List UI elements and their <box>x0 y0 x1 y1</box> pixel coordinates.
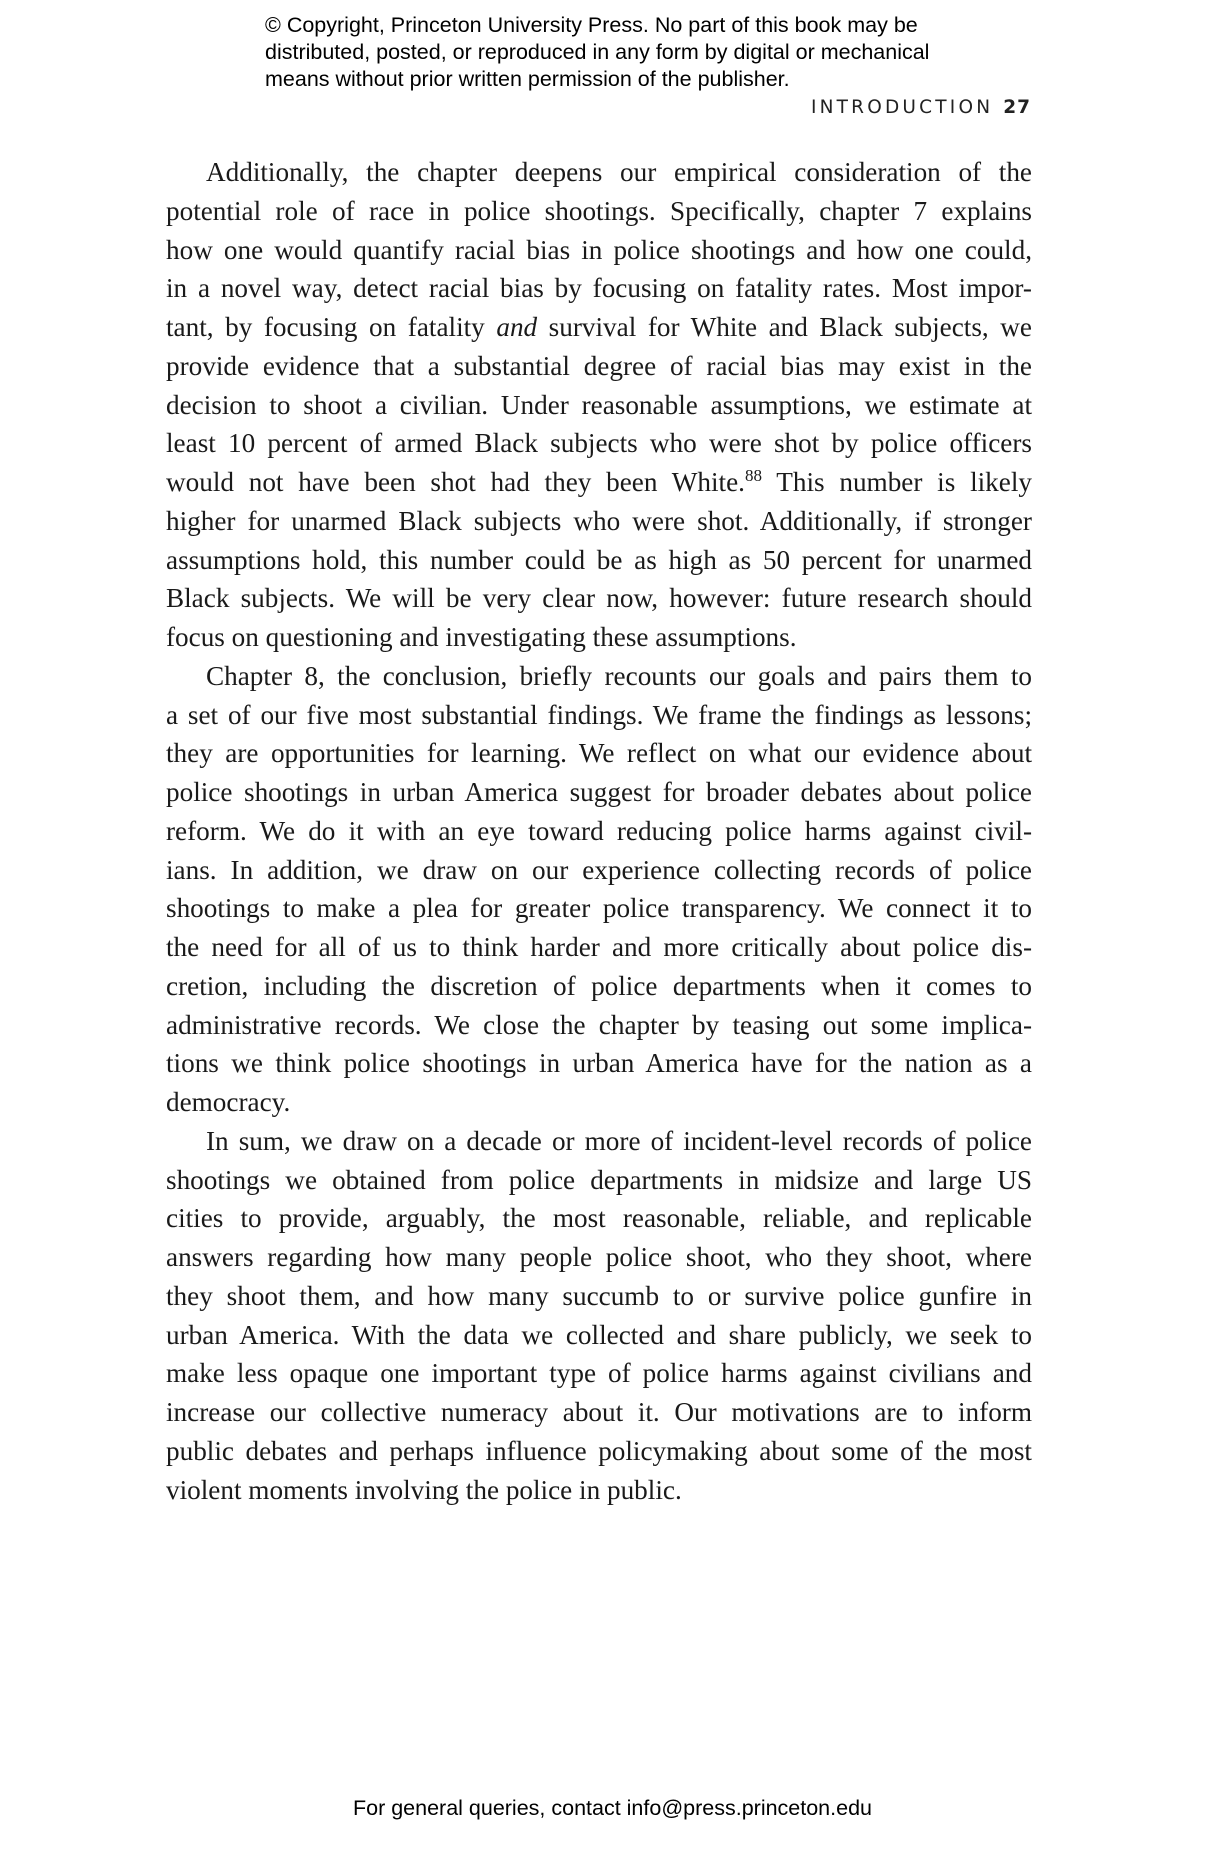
copyright-line: means without prior written permission of the publisher. <box>265 67 790 91</box>
text-line: police shootings in urban America suggest for broader debates about police <box>166 777 1032 807</box>
text-line: they shoot them, and how many succumb to or survive police gunfire in <box>166 1280 1032 1311</box>
running-head-section: INTRODUCTION <box>810 97 994 118</box>
footnote-reference: 88 <box>744 466 762 485</box>
running-head <box>811 97 1031 118</box>
text-line <box>166 463 1032 502</box>
text-line: increase our collective numeracy about it. Our motivations are to inform <box>166 1397 1032 1427</box>
paragraph <box>166 657 1032 1122</box>
text-line: cities to provide, arguably, the most reasonable, reliable, and replicable <box>166 1203 1032 1234</box>
text-line: shootings we obtained from police departments in midsize and large US <box>166 1164 1032 1195</box>
text-line <box>166 308 1032 347</box>
text-line: Black subjects. We will be very clear now, however: future research should <box>166 583 1032 614</box>
text-line: urban America. With the data we collected and share publicly, we seek to <box>166 1319 1032 1350</box>
text-line: administrative records. We close the chapter by teasing out some implica- <box>166 1009 1032 1040</box>
text-line: in a novel way, detect racial bias by focusing on fatality rates. Most impor- <box>166 273 1032 304</box>
paragraph <box>166 153 1032 657</box>
text-line: In sum, we draw on a decade or more of incident-level records of police <box>206 1125 1032 1156</box>
text-segment: would not have been shot had they been White. <box>166 467 745 497</box>
text-line: least 10 percent of armed Black subjects who were shot by police officers <box>166 428 1032 459</box>
text-line: democracy. <box>166 1087 291 1117</box>
text-line: shootings to make a plea for greater police transparency. We connect it to <box>166 893 1032 924</box>
text-line: Additionally, the chapter deepens our empirical consideration of the <box>206 157 1032 187</box>
text-line: provide evidence that a substantial degree of racial bias may exist in the <box>166 350 1032 381</box>
text-line: a set of our five most substantial findings. We frame the findings as lessons; <box>166 699 1032 730</box>
paragraph <box>166 1122 1032 1510</box>
emphasis-text: and <box>496 312 538 342</box>
page-number: 27 <box>1003 97 1031 118</box>
text-segment: tant, by focusing on fatality <box>166 312 497 342</box>
copyright-notice <box>265 12 985 93</box>
text-line: assumptions hold, this number could be as high as 50 percent for unarmed <box>166 544 1032 575</box>
text-segment: This number is likely <box>761 467 1032 497</box>
text-line: cretion, including the discretion of police departments when it comes to <box>166 970 1032 1001</box>
text-line: focus on questioning and investigating these assumptions. <box>166 622 797 652</box>
text-line: higher for unarmed Black subjects who were shot. Additionally, if stronger <box>166 505 1032 536</box>
text-line: ians. In addition, we draw on our experience collecting records of police <box>166 854 1032 885</box>
text-line: the need for all of us to think harder and more critically about police dis- <box>166 932 1032 962</box>
text-segment: survival for White and Black subjects, we <box>537 312 1032 342</box>
text-line: how one would quantify racial bias in police shootings and how one could, <box>166 234 1032 265</box>
text-line: reform. We do it with an eye toward reducing police harms against civil- <box>166 815 1032 846</box>
footer-contact: For general queries, contact info@press.princeton.edu <box>352 1796 872 1820</box>
copyright-line: © Copyright, Princeton University Press. No part of this book may be <box>265 13 918 37</box>
text-line: make less opaque one important type of police harms against civilians and <box>166 1358 1032 1389</box>
text-line: public debates and perhaps influence policymaking about some of the most <box>166 1435 1032 1466</box>
text-line: violent moments involving the police in public. <box>166 1474 682 1505</box>
text-line: answers regarding how many people police shoot, who they shoot, where <box>166 1242 1032 1272</box>
copyright-line: distributed, posted, or reproduced in any form by digital or mechanical <box>265 40 930 64</box>
body-text <box>166 153 1032 1509</box>
text-line: potential role of race in police shootings. Specifically, chapter 7 explains <box>166 195 1032 226</box>
text-line: decision to shoot a civilian. Under reasonable assumptions, we estimate at <box>166 389 1032 420</box>
text-line: they are opportunities for learning. We reflect on what our evidence about <box>166 738 1032 769</box>
text-line: Chapter 8, the conclusion, briefly recounts our goals and pairs them to <box>206 660 1032 691</box>
text-line: tions we think police shootings in urban America have for the nation as a <box>166 1048 1032 1079</box>
